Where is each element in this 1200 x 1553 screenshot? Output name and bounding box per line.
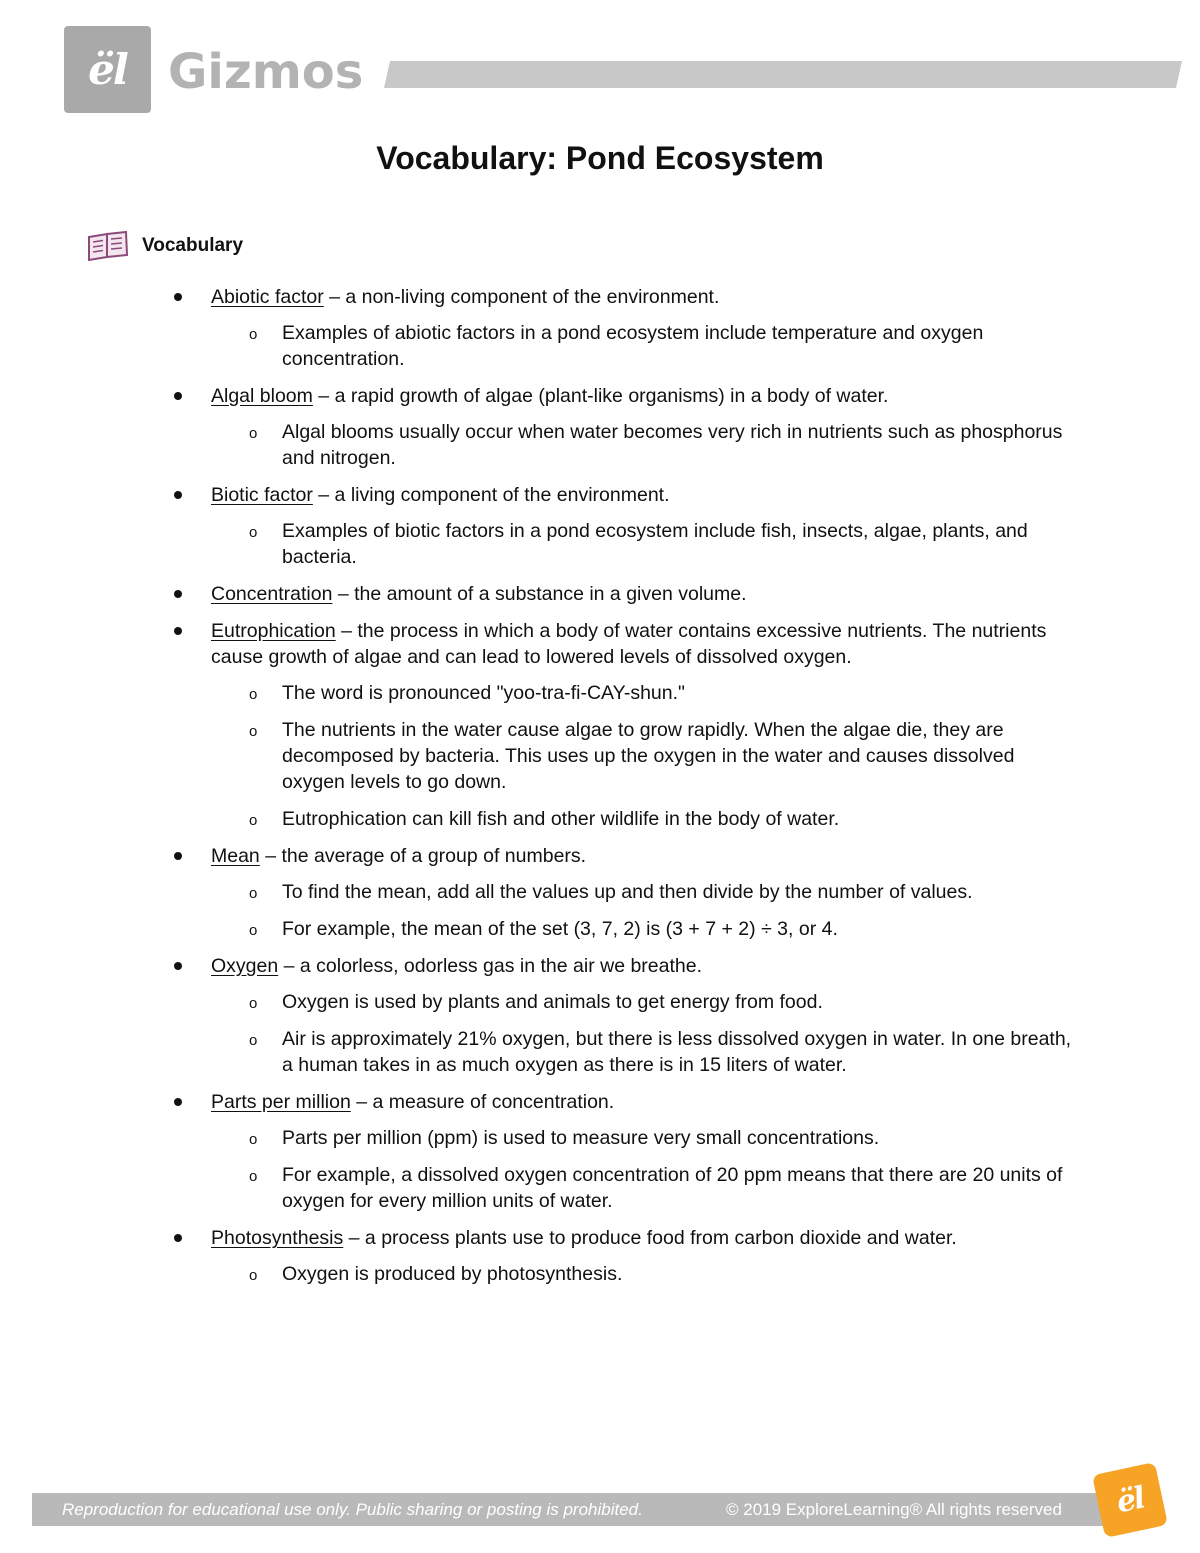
sub-bullet-icon: o bbox=[249, 1168, 258, 1185]
term-line bbox=[211, 383, 1071, 409]
vocab-sub-item bbox=[249, 419, 1072, 471]
sub-bullet-icon: o bbox=[249, 686, 258, 703]
logo-mark: ël bbox=[88, 45, 127, 94]
vocab-definition: – a rapid growth of algae (plant-like organisms) in a body of water. bbox=[312, 385, 889, 407]
sub-bullet-icon: o bbox=[249, 425, 258, 442]
vocab-sub-item bbox=[249, 1162, 1072, 1214]
sub-item-text: Oxygen is used by plants and animals to get energy from food. bbox=[282, 991, 823, 1013]
sub-item-text: Oxygen is produced by photosynthesis. bbox=[282, 1263, 623, 1285]
sub-bullet-icon: o bbox=[249, 1267, 258, 1284]
vocab-definition: – the amount of a substance in a given volume. bbox=[332, 583, 747, 605]
footer-copyright: © 2019 ExploreLearning® All rights reserved bbox=[726, 1500, 1062, 1519]
sub-item-text: Eutrophication can kill fish and other wildlife in the body of water. bbox=[282, 808, 840, 830]
term-line bbox=[211, 953, 1071, 979]
vocab-term: Photosynthesis bbox=[211, 1227, 344, 1249]
vocab-sub-item bbox=[249, 1261, 1072, 1287]
header-bar bbox=[384, 61, 1182, 88]
footer-logo-mark: ël bbox=[1113, 1480, 1147, 1520]
vocab-entry bbox=[0, 618, 1200, 832]
vocab-term: Mean bbox=[211, 845, 260, 867]
vocab-definition: – a measure of concentration. bbox=[350, 1091, 615, 1113]
sub-item-text: Examples of biotic factors in a pond ecosystem include fish, insects, algae, plants, and bacteria. bbox=[282, 520, 1028, 568]
vocab-sub-item bbox=[249, 320, 1072, 372]
term-line bbox=[211, 1089, 1071, 1115]
sub-item-text: For example, a dissolved oxygen concentration of 20 ppm means that there are 20 units of oxygen for every million units of water. bbox=[282, 1164, 1063, 1212]
section-heading bbox=[86, 228, 243, 264]
vocab-entry bbox=[0, 953, 1200, 1078]
vocab-definition: – the average of a group of numbers. bbox=[259, 845, 587, 867]
bullet-icon bbox=[174, 852, 182, 860]
sub-item-text: Algal blooms usually occur when water becomes very rich in nutrients such as phosphorus and nitrogen. bbox=[282, 421, 1063, 469]
brand-name: Gizmos bbox=[168, 44, 364, 100]
sub-item-text: Parts per million (ppm) is used to measure very small concentrations. bbox=[282, 1127, 880, 1149]
bullet-icon bbox=[174, 962, 182, 970]
bullet-icon bbox=[174, 1234, 182, 1242]
sub-bullet-icon: o bbox=[249, 922, 258, 939]
term-line bbox=[211, 843, 1071, 869]
vocab-sub-item bbox=[249, 1026, 1072, 1078]
sub-item-text: Examples of abiotic factors in a pond ecosystem include temperature and oxygen concentration. bbox=[282, 322, 984, 370]
sub-bullet-icon: o bbox=[249, 995, 258, 1012]
vocab-sub-item bbox=[249, 717, 1072, 795]
vocab-sub-item bbox=[249, 916, 1072, 942]
vocab-term: Parts per million bbox=[211, 1091, 351, 1113]
bullet-icon bbox=[174, 293, 182, 301]
vocab-entry bbox=[0, 1225, 1200, 1287]
vocab-term: Biotic factor bbox=[211, 484, 313, 506]
vocab-sub-item bbox=[249, 806, 1072, 832]
vocab-entry bbox=[0, 843, 1200, 942]
sub-item-text: To find the mean, add all the values up and then divide by the number of values. bbox=[282, 881, 973, 903]
vocab-sub-item bbox=[249, 1125, 1072, 1151]
footer-logo bbox=[1092, 1462, 1168, 1538]
sub-bullet-icon: o bbox=[249, 1032, 258, 1049]
explorelearning-logo bbox=[64, 26, 151, 113]
vocab-definition: – a living component of the environment. bbox=[312, 484, 670, 506]
vocab-definition: – a colorless, odorless gas in the air we breathe. bbox=[278, 955, 703, 977]
sub-item-text: The word is pronounced "yoo-tra-fi-CAY-shun." bbox=[282, 682, 685, 704]
sub-bullet-icon: o bbox=[249, 723, 258, 740]
vocab-term: Algal bloom bbox=[211, 385, 313, 407]
bullet-icon bbox=[174, 627, 182, 635]
footer-disclaimer: Reproduction for educational use only. Public sharing or posting is prohibited. bbox=[62, 1500, 643, 1519]
vocabulary-list bbox=[0, 284, 1200, 1298]
sub-bullet-icon: o bbox=[249, 885, 258, 902]
vocab-sub-item bbox=[249, 518, 1072, 570]
sub-bullet-icon: o bbox=[249, 326, 258, 343]
vocab-sub-item bbox=[249, 680, 1072, 706]
sub-item-text: Air is approximately 21% oxygen, but there is less dissolved oxygen in water. In one breath, a human takes in as much oxygen as there is in 15 liters of water. bbox=[282, 1028, 1072, 1076]
vocab-sub-item bbox=[249, 989, 1072, 1015]
bullet-icon bbox=[174, 1098, 182, 1106]
vocab-entry bbox=[0, 581, 1200, 607]
vocab-definition: – a process plants use to produce food from carbon dioxide and water. bbox=[343, 1227, 957, 1249]
term-line bbox=[211, 618, 1071, 670]
section-label: Vocabulary bbox=[142, 235, 244, 256]
sub-bullet-icon: o bbox=[249, 1131, 258, 1148]
vocab-sub-item bbox=[249, 879, 1072, 905]
sub-bullet-icon: o bbox=[249, 524, 258, 541]
term-line bbox=[211, 1225, 1071, 1251]
bullet-icon bbox=[174, 491, 182, 499]
book-icon bbox=[86, 230, 130, 262]
term-line bbox=[211, 284, 1071, 310]
bullet-icon bbox=[174, 392, 182, 400]
term-line bbox=[211, 581, 1071, 607]
vocab-definition: – a non-living component of the environment. bbox=[323, 286, 720, 308]
vocab-entry bbox=[0, 1089, 1200, 1214]
vocab-entry bbox=[0, 383, 1200, 471]
vocab-term: Oxygen bbox=[211, 955, 279, 977]
sub-bullet-icon: o bbox=[249, 812, 258, 829]
vocab-entry bbox=[0, 284, 1200, 372]
page-title: Vocabulary: Pond Ecosystem bbox=[376, 140, 824, 176]
term-line bbox=[211, 482, 1071, 508]
sub-item-text: For example, the mean of the set (3, 7, 2) is (3 + 7 + 2) ÷ 3, or 4. bbox=[282, 918, 838, 940]
bullet-icon bbox=[174, 590, 182, 598]
vocab-entry bbox=[0, 482, 1200, 570]
vocab-term: Eutrophication bbox=[211, 620, 336, 642]
vocab-term: Concentration bbox=[211, 583, 333, 605]
sub-item-text: The nutrients in the water cause algae to grow rapidly. When the algae die, they are decomposed by bacteria. This uses up the oxygen in the water and causes dissolved oxygen levels to go down. bbox=[282, 719, 1015, 793]
vocab-term: Abiotic factor bbox=[211, 286, 324, 308]
vocab-definition: – the process in which a body of water contains excessive nutrients. The nutrients cause growth of algae and can lead to lowered levels of dissolved oxygen. bbox=[211, 620, 1047, 668]
